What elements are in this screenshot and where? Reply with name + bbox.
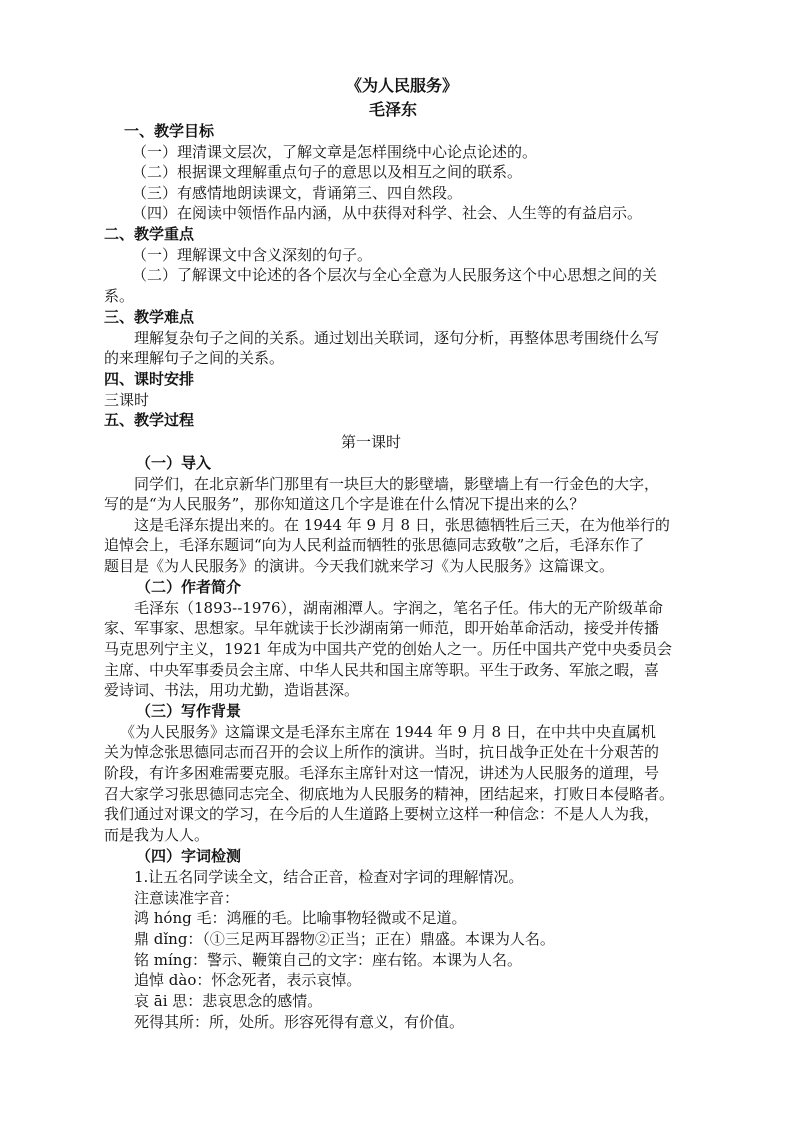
sub-heading: （三）写作背景 bbox=[136, 702, 242, 720]
text-line: 马克思列宁主义，1921 年成为中国共产党的创始人之一。历任中国共产党中央委员会 bbox=[104, 640, 672, 658]
text-line: 主席、中央军事委员会主席、中华人民共和国主席等职。平生于政务、军旅之暇，喜 bbox=[104, 661, 660, 679]
text-line: 阶段，有许多困难需要克服。毛泽东主席针对这一情况，讲述为人民服务的道理，号 bbox=[104, 764, 660, 782]
text-line: （一）理解课文中含义深刻的句子。 bbox=[132, 246, 373, 264]
text-line: 毛泽东（1893--1976），湖南湘潭人。字润之，笔名子任。伟大的无产阶级革命 bbox=[134, 599, 663, 617]
text-line: 系。 bbox=[104, 287, 135, 305]
text-line: （四）在阅读中领悟作品内涵，从中获得对科学、社会、人生等的有益启示。 bbox=[132, 204, 643, 222]
section-heading: 三、教学难点 bbox=[104, 308, 195, 326]
text-line: 死得其所：所，处所。形容死得有意义，有价值。 bbox=[134, 1013, 465, 1031]
text-line: 1.让五名同学读全文，结合正音，检查对字词的理解情况。 bbox=[134, 868, 524, 886]
text-line: 三课时 bbox=[104, 391, 150, 409]
text-line: （二）了解课文中论述的各个层次与全心全意为人民服务这个中心思想之间的关 bbox=[132, 266, 658, 284]
text-line: （二）根据课文理解重点句子的意思以及相互之间的联系。 bbox=[132, 163, 523, 181]
text-line: 家、军事家、思想家。早年就读于长沙湖南第一师范，即开始革命活动，接受并传播 bbox=[104, 619, 660, 637]
doc-author: 毛泽东 bbox=[369, 100, 418, 119]
lesson-heading: 第一课时 bbox=[341, 433, 402, 451]
text-line: 关为悼念张思德同志而召开的会议上所作的演讲。当时，抗日战争正处在十分艰苦的 bbox=[104, 743, 660, 761]
sub-heading: （四）字词检测 bbox=[136, 847, 242, 865]
sub-heading: （一）导入 bbox=[136, 454, 212, 472]
text-line: 追悼会上，毛泽东题词“向为人民利益而牺牲的张思德同志致敬”之后，毛泽东作了 bbox=[104, 536, 645, 554]
text-line: 同学们，在北京新华门那里有一块巨大的影壁墙，影壁墙上有一行金色的大字， bbox=[134, 475, 660, 493]
doc-title: 《为人民服务》 bbox=[346, 76, 459, 95]
text-line: 这是毛泽东提出来的。在 1944 年 9 月 8 日，张思德牺牲后三天，在为他举行的 bbox=[134, 516, 670, 534]
section-heading: 四、课时安排 bbox=[104, 370, 195, 388]
text-line: 召大家学习张思德同志完全、彻底地为人民服务的精神，团结起来，打败日本侵略者。 bbox=[104, 785, 675, 803]
text-line: 追悼 dào：怀念死者，表示哀悼。 bbox=[134, 971, 362, 989]
text-line: 题目是《为人民服务》的演讲。今天我们就来学习《为人民服务》这篇课文。 bbox=[104, 557, 615, 575]
text-line: 《为人民服务》这篇课文是毛泽东主席在 1944 年 9 月 8 日，在中共中央直属机 bbox=[120, 723, 656, 741]
text-line: 注意读准字音： bbox=[134, 889, 240, 907]
text-line: 哀 āi 思：悲哀思念的感情。 bbox=[134, 992, 323, 1010]
section-heading: 一、教学目标 bbox=[124, 122, 215, 140]
text-line: 我们通过对课文的学习，在今后的人生道路上要树立这样一种信念：不是人人为我， bbox=[104, 805, 660, 823]
sub-heading: （二）作者简介 bbox=[136, 578, 242, 596]
text-line: 鸿 hóng 毛：鸿雁的毛。比喻事物轻微或不足道。 bbox=[134, 909, 467, 927]
text-line: 写的是“为人民服务”，那你知道这几个字是谁在什么情况下提出来的么？ bbox=[104, 495, 585, 513]
text-line: 而是我为人人。 bbox=[104, 826, 210, 844]
text-line: 鼎 dǐng：（①三足两耳器物②正当；正在）鼎盛。本课为人名。 bbox=[134, 930, 555, 948]
text-line: （一）理清课文层次，了解文章是怎样围绕中心论点论述的。 bbox=[132, 143, 538, 161]
text-line: 爱诗词、书法，用功尤勤，造诣甚深。 bbox=[104, 681, 360, 699]
section-heading: 五、教学过程 bbox=[104, 411, 195, 429]
text-line: 铭 míng：警示、鞭策自己的文字：座右铭。本课为人名。 bbox=[134, 951, 523, 969]
text-line: 的来理解句子之间的关系。 bbox=[104, 349, 285, 367]
text-line: （三）有感情地朗读课文，背诵第三、四自然段。 bbox=[132, 184, 463, 202]
section-heading: 二、教学重点 bbox=[104, 225, 195, 243]
text-line: 理解复杂句子之间的关系。通过划出关联词，逐句分析，再整体思考围绕什么写 bbox=[134, 329, 660, 347]
